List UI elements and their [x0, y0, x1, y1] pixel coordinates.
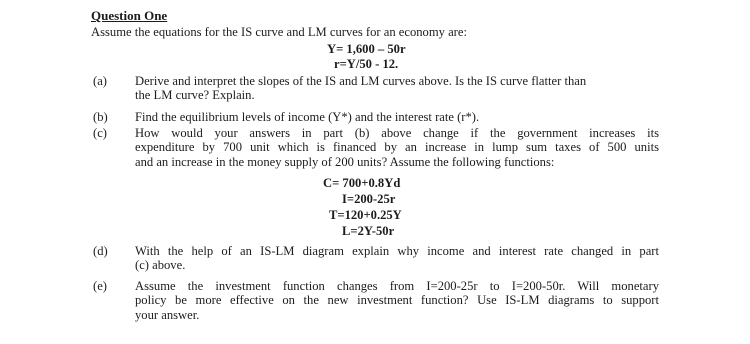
part-a-line-2: the LM curve? Explain.: [135, 88, 255, 103]
part-d-line-1: With the help of an IS-LM diagram explain why income and interest rate changed in part: [135, 244, 659, 258]
part-d-text: [135, 244, 659, 273]
part-c-text: [135, 126, 659, 169]
part-a-text: [135, 74, 659, 103]
tax-function: T=120+0.25Y: [329, 208, 402, 222]
part-b-text: [135, 110, 659, 124]
part-c-line-2: expenditure by 700 unit which is financed by an increase in lump sum taxes of 500 units: [135, 140, 659, 155]
consumption-function: C= 700+0.8Yd: [323, 176, 401, 190]
money-demand-function: L=2Y-50r: [342, 224, 395, 238]
investment-function: I=200-25r: [342, 192, 396, 206]
part-b-label: (b): [93, 110, 108, 124]
part-e-line-2: policy be more effective on the new investment function? Use IS-LM diagrams to support: [135, 293, 659, 308]
part-b-line-1: Find the equilibrium levels of income (Y*) and the interest rate (r*).: [135, 110, 480, 124]
part-e-label: (e): [93, 279, 107, 293]
part-e-text: [135, 279, 659, 322]
part-a-label: (a): [93, 74, 107, 88]
intro-text: Assume the equations for the IS curve and LM curves for an economy are:: [91, 25, 467, 39]
lm-curve-equation: r=Y/50 - 12.: [334, 57, 399, 71]
part-c-line-1: How would your answers in part (b) above change if the government increases its: [135, 126, 659, 140]
part-a-line-1-text: Derive and interpret the slopes of the IS and LM curves above. Is the IS curve flatter than: [135, 74, 587, 88]
part-a-line-1: [135, 74, 659, 88]
is-curve-equation: Y= 1,600 – 50r: [327, 42, 406, 56]
part-c-label: (c): [93, 126, 107, 140]
part-e-line-1: Assume the investment function changes from I=200-25r to I=200-50r. Will monetary: [135, 279, 659, 293]
question-heading: Question One: [91, 8, 168, 23]
part-e-line-3: your answer.: [135, 307, 200, 322]
part-d-line-2: (c) above.: [135, 258, 186, 273]
part-c-line-3: and an increase in the money supply of 200 units? Assume the following functions:: [135, 154, 555, 169]
part-d-label: (d): [93, 244, 108, 258]
